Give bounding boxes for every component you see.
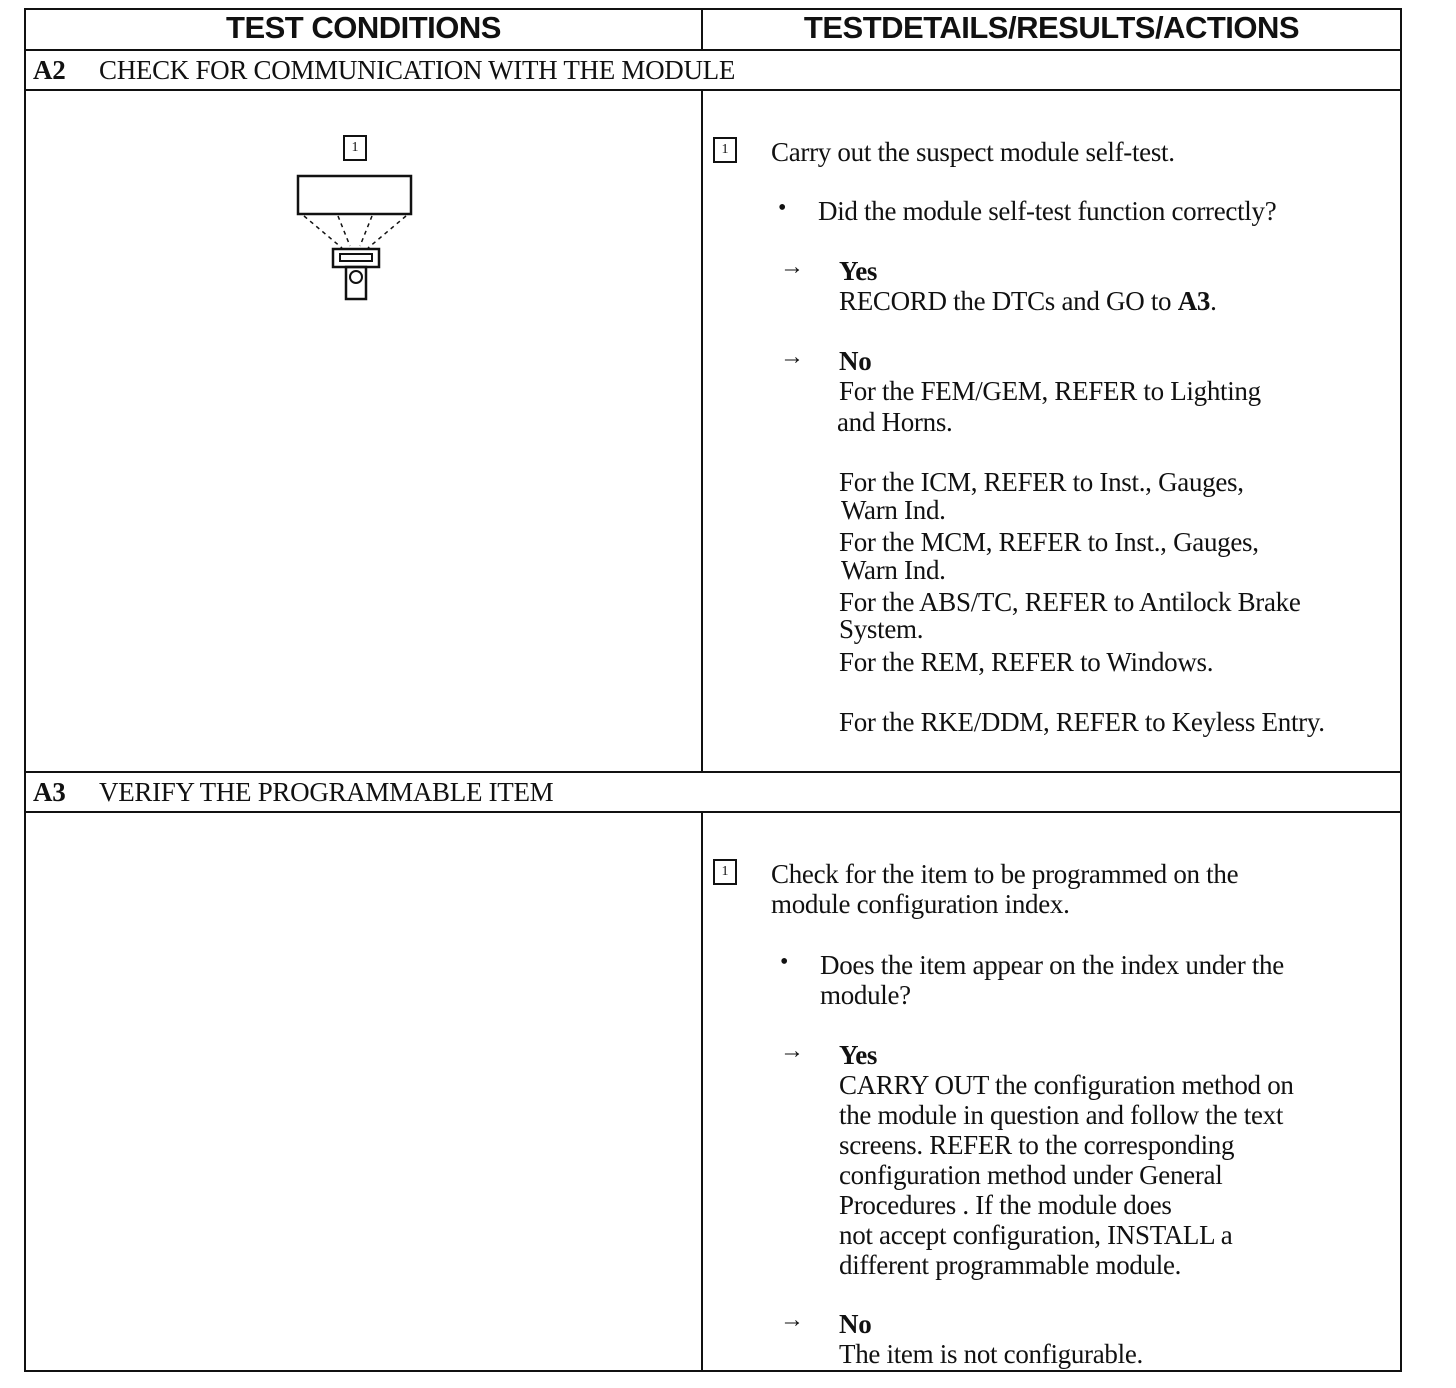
yes-line: screens. REFER to the corresponding: [839, 1130, 1235, 1160]
no-arrow-icon: →: [780, 344, 804, 370]
section-a2-title: CHECK FOR COMMUNICATION WITH THE MODULE: [99, 55, 736, 85]
header-test-details: TESTDETAILS/RESULTS/ACTIONS: [803, 10, 1300, 45]
yes-action: [839, 286, 1217, 316]
no-line: For the ABS/TC, REFER to Antilock Brake: [839, 587, 1301, 617]
no-line: For the REM, REFER to Windows.: [839, 647, 1214, 677]
yes-label: Yes: [839, 256, 878, 286]
section-a3-title: VERIFY THE PROGRAMMABLE ITEM: [99, 777, 554, 807]
no-action: The item is not configurable.: [839, 1339, 1143, 1369]
no-line: For the MCM, REFER to Inst., Gauges,: [839, 527, 1259, 557]
no-line: Warn Ind.: [841, 495, 946, 525]
yes-line: not accept configuration, INSTALL a: [839, 1220, 1233, 1250]
yes-action-end: .: [1210, 286, 1217, 316]
instruction-line: module configuration index.: [771, 889, 1070, 919]
instruction-text: Carry out the suspect module self-test.: [771, 137, 1175, 167]
no-line: For the ICM, REFER to Inst., Gauges,: [839, 467, 1244, 497]
yes-line: CARRY OUT the configuration method on: [839, 1070, 1294, 1100]
question-line: Does the item appear on the index under the: [820, 950, 1284, 980]
no-label: No: [839, 346, 872, 376]
no-line: and Horns.: [837, 407, 953, 437]
section-a3-header: [33, 777, 553, 808]
no-arrow-icon: →: [780, 1307, 804, 1333]
yes-arrow-icon: →: [780, 1038, 804, 1064]
step-number-box: 1: [713, 137, 737, 163]
yes-line: different programmable module.: [839, 1250, 1182, 1280]
no-line: System.: [839, 614, 924, 644]
scan-tool-connector-diagram: [290, 170, 420, 305]
diagram-step-box: 1: [343, 135, 367, 161]
section-a2-code: A2: [33, 55, 66, 85]
goto-a3-ref: A3: [1177, 286, 1211, 316]
yes-label: Yes: [839, 1040, 878, 1070]
yes-line: Procedures . If the module does: [839, 1190, 1172, 1220]
bullet-icon: •: [780, 949, 789, 975]
header-test-conditions: TEST CONDITIONS: [226, 10, 501, 45]
yes-line: configuration method under General: [839, 1160, 1223, 1190]
no-label: No: [839, 1309, 872, 1339]
yes-action-text: RECORD the DTCs and GO to: [839, 286, 1178, 316]
question-text: Did the module self-test function correctly?: [818, 196, 1277, 226]
no-line: For the RKE/DDM, REFER to Keyless Entry.: [839, 707, 1325, 737]
yes-line: the module in question and follow the text: [839, 1100, 1284, 1130]
instruction-line: Check for the item to be programmed on the: [771, 859, 1239, 889]
question-line: module?: [820, 980, 911, 1010]
section-a2-header: [33, 55, 735, 86]
no-line: For the FEM/GEM, REFER to Lighting: [839, 376, 1261, 406]
yes-arrow-icon: →: [780, 254, 804, 280]
no-line: Warn Ind.: [841, 555, 946, 585]
section-a3-code: A3: [33, 777, 66, 807]
bullet-icon: •: [778, 195, 787, 221]
step-number-box: 1: [713, 859, 737, 885]
